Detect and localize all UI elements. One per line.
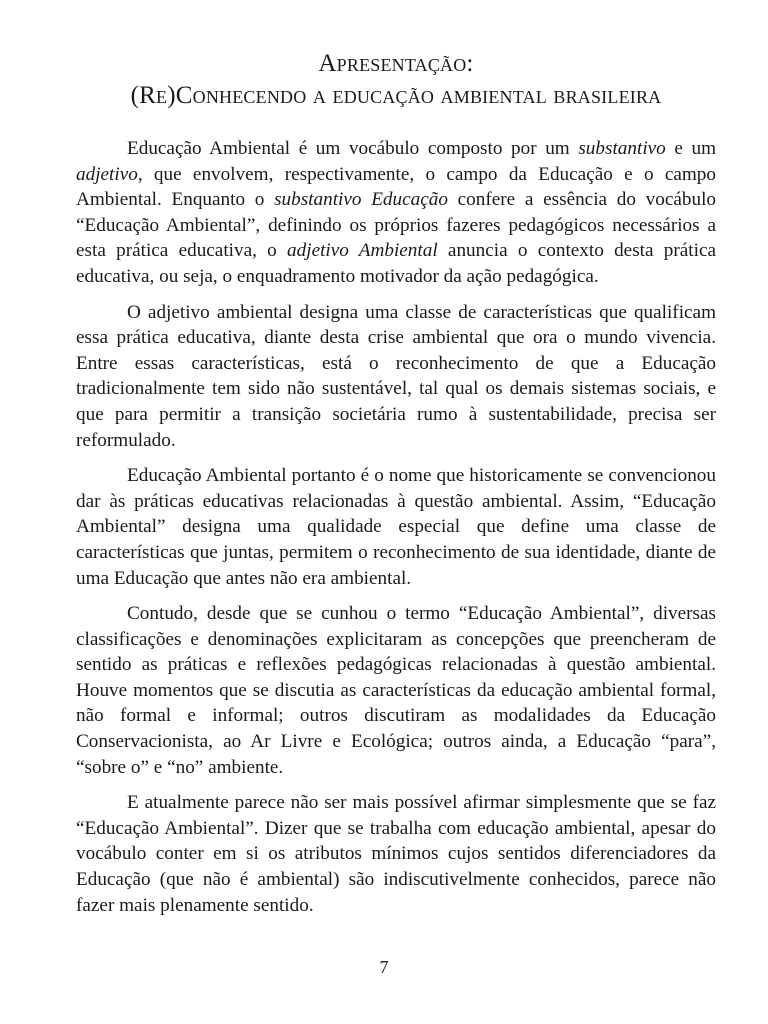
- italic-term: adjetivo: [76, 163, 138, 185]
- text-segment: O adjetivo ambiental designa uma classe de características que qualificam essa prática educativa, diante desta crise ambiental que ora o mundo vivencia. Entre essas características, está o reconhecimento de que a Educação tradicionalmente tem sido não sustentável, tal qual os demais sistemas sociais, e que para permitir a transição societária rumo à sustentabilidade, precisa ser reformulado.: [76, 301, 716, 451]
- chapter-title: [76, 48, 716, 112]
- paragraph: [76, 300, 716, 454]
- text-segment: confere a essência do vocábulo “Educação Ambiental”, definindo os próprios fazeres pedagógicos necessários a esta prática educativa, o: [76, 189, 716, 262]
- body-text: [76, 136, 716, 918]
- italic-term: substantivo: [578, 138, 666, 159]
- text-segment: Educação Ambiental é um vocábulo composto por um: [127, 138, 579, 159]
- italic-term: substantivo Educação: [274, 189, 448, 211]
- chapter-title-line-2-text: (Re)Conhecendo a educação ambiental brasileira: [130, 82, 662, 109]
- paragraph: [76, 136, 716, 290]
- text-segment: , que envolvem, respectivamente, o campo da Educação e o campo Ambiental. Enquanto o: [76, 163, 716, 211]
- paragraph: [76, 790, 716, 918]
- text-segment: E atualmente parece não ser mais possível afirmar simplesmente que se faz “Educação Ambiental”. Dizer que se trabalha com educação ambiental, apesar do vocábulo conter em si os atributos mínimos cujos sentidos diferenciadores da Educação (que não é ambiental) são indiscutivelmente conhecidos, parece não fazer mais plenamente sentido.: [76, 792, 716, 916]
- chapter-title-line-1-text: Apresentação:: [318, 50, 474, 77]
- text-segment: Contudo, desde que se cunhou o termo “Educação Ambiental”, diversas classificações e denominações explicitaram as concepções que preencheram de sentido as práticas e reflexões pedagógicas relacionadas à questão ambiental. Houve momentos que se discutia as características da educação ambiental formal, não formal e informal; outros discutiram as modalidades da Educação Conservacionista, ao Ar Livre e Ecológica; outros ainda, a Educação “para”, “sobre o” e “no” ambiente.: [76, 603, 716, 778]
- text-segment: Educação Ambiental portanto é o nome que historicamente se convencionou dar às práticas educativas relacionadas à questão ambiental. Assim, “Educação Ambiental” designa uma qualidade especial que define uma classe de características que juntas, permitem o reconhecimento de sua identidade, diante de uma Educação que antes não era ambiental.: [76, 465, 716, 589]
- italic-term: adjetivo Ambiental: [287, 240, 438, 262]
- chapter-title-line-1: [76, 48, 716, 80]
- page-content: [76, 48, 716, 928]
- page-number: 7: [379, 957, 389, 977]
- paragraph: [76, 463, 716, 591]
- text-segment: anuncia o contexto desta prática educativa, ou seja, o enquadramento motivador da ação pedagógica.: [76, 240, 716, 287]
- text-segment: e um: [665, 138, 716, 159]
- paragraph: [76, 601, 716, 780]
- chapter-title-line-2: [76, 80, 716, 112]
